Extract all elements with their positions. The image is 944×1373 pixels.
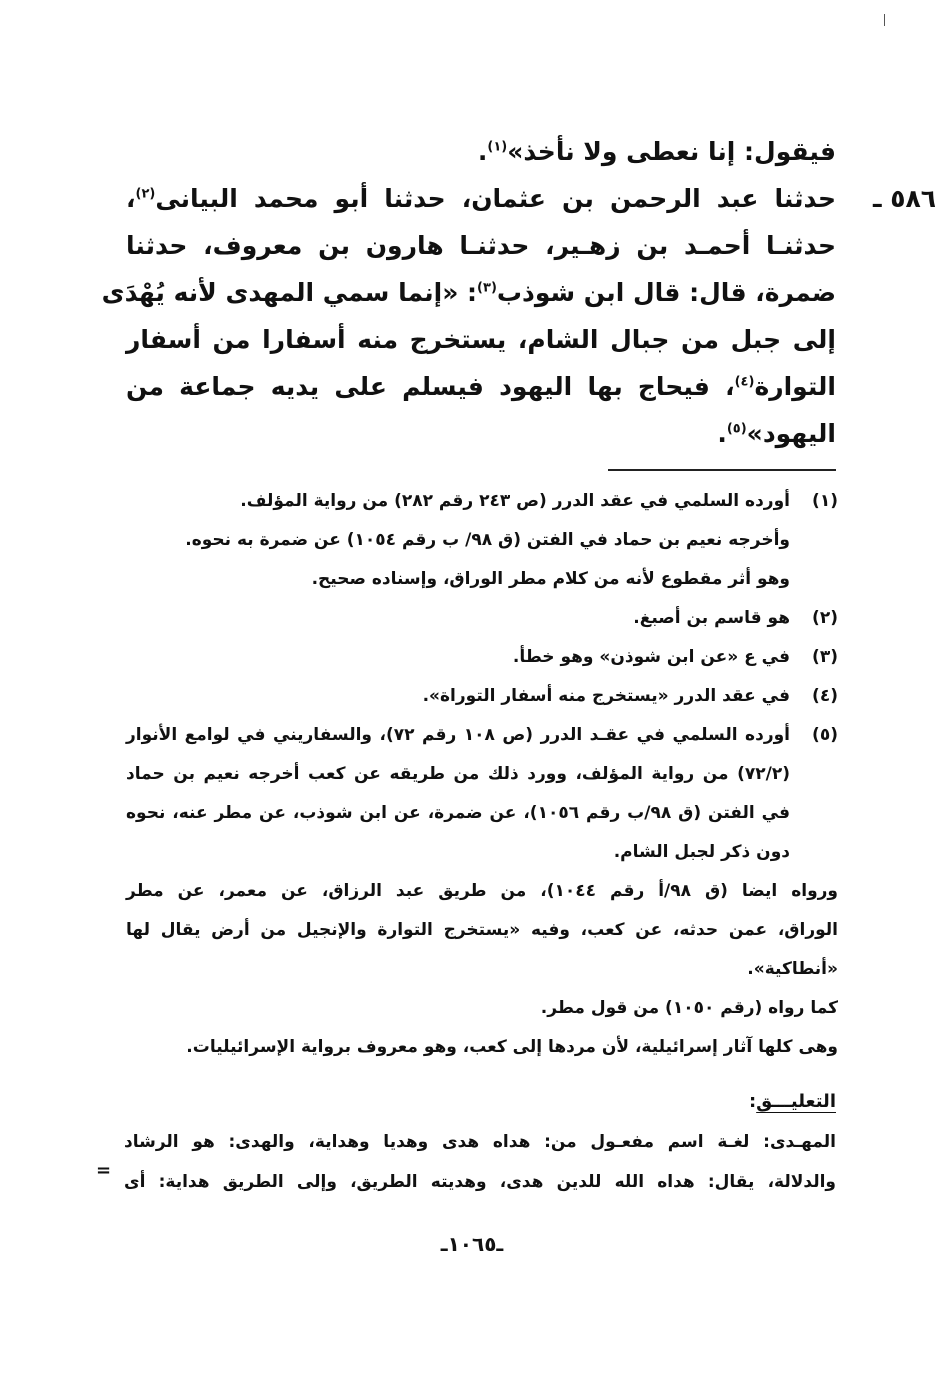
- footnote-ref: (٤): [734, 374, 755, 390]
- footnote-line: في الفتن (ق ٩٨/ب رقم ١٠٥٦)، عن ضمرة، عن ابن شوذب، عن مطر عنه، نحوه: [126, 803, 790, 823]
- footnote-line: كما رواه (رقم ١٠٥٠) من قول مطر.: [540, 998, 838, 1018]
- commentary-heading: [124, 1082, 836, 1122]
- footnote-line: وهى كلها آثار إسرائيلية، لأن مردها إلى كعب، وهو معروف برواية الإسرائيليات.: [186, 1037, 838, 1057]
- footnote-ref: (٥): [726, 421, 747, 437]
- footnote-3: [126, 638, 838, 677]
- footnote-number: (١): [812, 491, 838, 511]
- hadith-text: ، فيحاج بها اليهود فيسلم على يديه جماعة من: [126, 372, 735, 401]
- footnote-4: [126, 677, 838, 716]
- footnote-line: في عقد الدرر «يستخرج منه أسفار التوراة».: [422, 686, 790, 706]
- footnotes: [126, 482, 838, 1067]
- footnote-ref: (٢): [135, 186, 156, 202]
- footnote-number: (٣): [812, 647, 838, 667]
- footnote-ref: (٣): [477, 280, 497, 296]
- footnote-2: [126, 599, 838, 638]
- punctuation: ،: [126, 184, 136, 213]
- footnote-line: الوراق، عمن حدثه، عن كعب، وفيه «يستخرج التوارة والإنجيل من أرض يقال لها: [126, 920, 838, 940]
- heading-text: التعليـــق: [756, 1091, 836, 1112]
- footnote-line: في ع «عن ابن شوذن» وهو خطأ.: [512, 647, 790, 667]
- footnote-number: (٢): [812, 608, 838, 628]
- footnote-5-continued: [126, 872, 838, 1067]
- punctuation: .: [717, 419, 727, 448]
- punctuation: :: [748, 1091, 757, 1112]
- hadith-line-3: [101, 269, 836, 316]
- footnote-line: وأخرجه نعيم بن حماد في الفتن (ق ٩٨/ ب رقم ١٠٥٤) عن ضمرة به نحوه.: [185, 530, 790, 550]
- footnote-line: أورده السلمي في عقـد الدرر (ص ١٠٨ رقم ٧٢)، والسفاريني في لوامع الأنوار: [126, 725, 790, 745]
- footnote-line: دون ذكر لجبل الشام.: [613, 842, 790, 862]
- hadith-line-6: [126, 410, 836, 457]
- footnote-number: (٥): [812, 725, 838, 745]
- commentary-line-2: والدلالة، يقال: هداه الله للدين هدى، وهديته الطريق، وإلى الطريق هداية: أى: [124, 1172, 836, 1192]
- opening-line: [126, 128, 836, 175]
- footnote-line: (٧٢/٢) من رواية المؤلف، وورد ذلك من طريقه عن كعب أخرجه نعيم بن حماد: [126, 764, 790, 784]
- scan-mark: [884, 14, 885, 26]
- hadith-line-1: [126, 175, 836, 222]
- commentary-line-1: المهـدى: لغـة اسم مفعـول من: هداه هدى وهديا وهداية، والهدى: هو الرشاد: [124, 1132, 836, 1152]
- footnote-line: وهو أثر مقطوع لأنه من كلام مطر الوراق، وإسناده صحيح.: [311, 569, 790, 589]
- footnote-number: (٤): [812, 686, 838, 706]
- footnote-line: هو قاسم بن أصبغ.: [633, 608, 790, 628]
- footnote-line: أورده السلمي في عقد الدرر (ص ٢٤٣ رقم ٢٨٢) من رواية المؤلف.: [240, 491, 790, 511]
- hadith-line-4: إلى جبل من جبال الشام، يستخرج منه أسفارا من أسفار: [126, 325, 836, 354]
- punctuation: .: [477, 137, 488, 166]
- hadith-text: حدثنا عبد الرحمن بن عثمان، حدثنا أبو محمد البيانى: [155, 184, 836, 213]
- main-text: [101, 128, 936, 457]
- footnote-ref: (١): [487, 139, 508, 155]
- page-number: ـ١٠٦٥ـ: [440, 1232, 504, 1256]
- hadith-text: ضمرة، قال: قال ابن شوذب: [496, 278, 836, 307]
- footnote-separator: [608, 469, 836, 471]
- footnote-5: [126, 716, 838, 872]
- footnote-line: ورواه ايضا (ق ٩٨/أ رقم ١٠٤٤)، من طريق عبد الرزاق، عن معمر، عن مطر: [126, 881, 839, 901]
- hadith-line-5: [126, 363, 836, 410]
- continuation-mark: =: [96, 1160, 112, 1181]
- hadith-text: اليهود»: [746, 419, 836, 448]
- opening-text: فيقول: إنا نعطى ولا نأخذ»: [507, 137, 836, 166]
- commentary-section: [124, 1082, 836, 1202]
- hadith-line-2: حدثنـا أحمـد بن زهـير، حدثنـا هارون بن معروف، حدثنا: [126, 231, 836, 260]
- hadith-text: : «إنما سمي المهدى لأنه يُهْدَى: [101, 278, 478, 307]
- hadith-number: ٥٨٦ ـ: [872, 184, 936, 213]
- footnote-line: «أنطاكية».: [747, 959, 838, 979]
- hadith-text: التوارة: [754, 372, 836, 401]
- footnote-1: [126, 482, 838, 599]
